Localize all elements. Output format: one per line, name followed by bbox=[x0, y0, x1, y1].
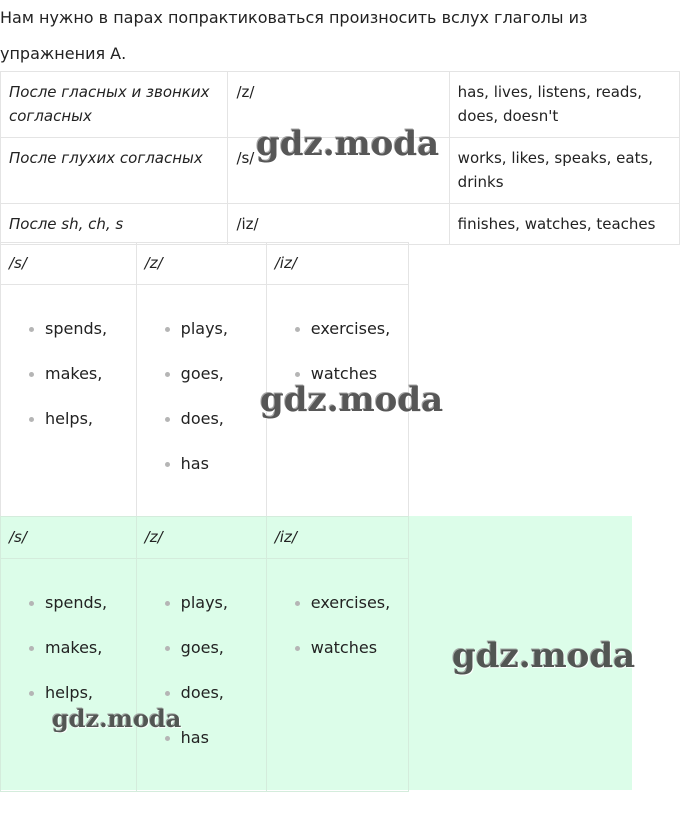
word-list bbox=[137, 559, 266, 773]
word-list bbox=[1, 559, 136, 728]
condition-cell: После глухих согласных bbox=[1, 138, 228, 204]
word-list-cell bbox=[136, 285, 266, 518]
word-list-cell bbox=[1, 285, 137, 518]
table-row bbox=[1, 559, 409, 792]
list-item: does, bbox=[181, 683, 266, 728]
watermark: gdz.moda bbox=[452, 636, 636, 676]
intro-paragraph: Нам нужно в парах попрактиковаться произносить вслух глаголы из упражнения А. bbox=[0, 8, 588, 63]
list-item: has bbox=[181, 454, 266, 499]
list-item: helps, bbox=[45, 409, 136, 454]
list-item: spends, bbox=[45, 319, 136, 364]
examples-cell: finishes, watches, teaches bbox=[449, 204, 679, 245]
column-header: /s/ bbox=[1, 517, 137, 559]
watermark: gdz.moda bbox=[260, 380, 444, 420]
sound-groups-table-highlighted bbox=[0, 516, 409, 792]
list-item: exercises, bbox=[311, 319, 408, 364]
table-row bbox=[1, 204, 680, 245]
list-item: goes, bbox=[181, 638, 266, 683]
list-item: watches bbox=[311, 638, 408, 683]
list-item: watches bbox=[311, 364, 408, 409]
list-item: plays, bbox=[181, 593, 266, 638]
column-header: /s/ bbox=[1, 243, 137, 285]
list-item: plays, bbox=[181, 319, 266, 364]
watermark: gdz.moda bbox=[52, 704, 182, 733]
sound-cell: /iz/ bbox=[228, 204, 449, 245]
list-item: does, bbox=[181, 409, 266, 454]
column-header: /iz/ bbox=[266, 517, 408, 559]
list-item: makes, bbox=[45, 364, 136, 409]
word-list bbox=[1, 285, 136, 454]
condition-cell: После sh, ch, s bbox=[1, 204, 228, 245]
column-header: /iz/ bbox=[266, 243, 408, 285]
examples-cell: has, lives, listens, reads, does, doesn't bbox=[449, 72, 679, 138]
list-item: makes, bbox=[45, 638, 136, 683]
word-list bbox=[267, 559, 408, 683]
column-header: /z/ bbox=[136, 517, 266, 559]
condition-cell: После гласных и звонких согласных bbox=[1, 72, 228, 138]
sound-cell: /s/ bbox=[228, 138, 449, 204]
table-header-row bbox=[1, 517, 409, 559]
watermark: gdz.moda bbox=[256, 124, 440, 164]
word-list-cell bbox=[1, 559, 137, 792]
word-list bbox=[137, 285, 266, 499]
list-item: exercises, bbox=[311, 593, 408, 638]
column-header: /z/ bbox=[136, 243, 266, 285]
list-item: spends, bbox=[45, 593, 136, 638]
sound-cell: /z/ bbox=[228, 72, 449, 138]
word-list-cell bbox=[136, 559, 266, 792]
list-item: has bbox=[181, 728, 266, 773]
table-header-row bbox=[1, 243, 409, 285]
word-list-cell bbox=[266, 559, 408, 792]
examples-cell: works, likes, speaks, eats, drinks bbox=[449, 138, 679, 204]
list-item: goes, bbox=[181, 364, 266, 409]
list-item: helps, bbox=[45, 683, 136, 728]
